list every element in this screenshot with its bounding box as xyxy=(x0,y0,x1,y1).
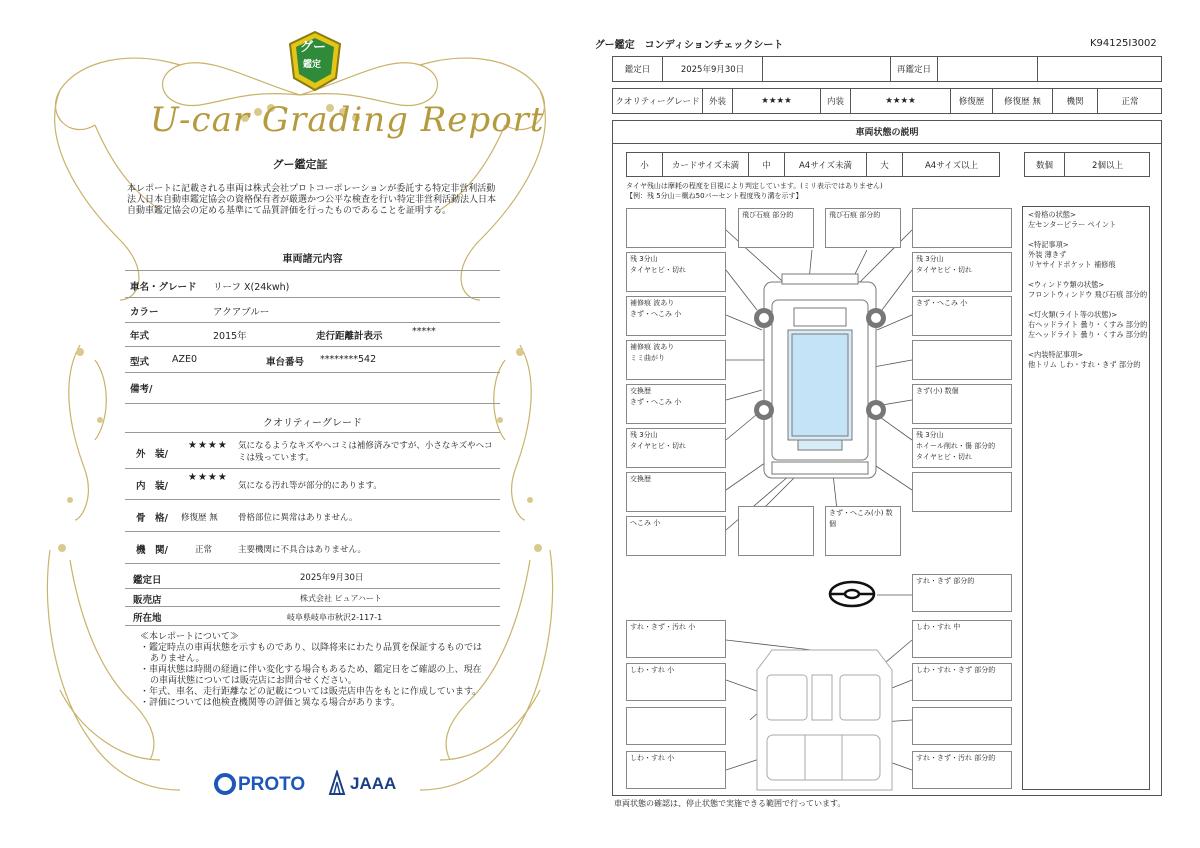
remarks-list xyxy=(1028,210,1158,370)
legend-large-desc: A4サイズ以上 xyxy=(924,160,979,171)
report-subtitle: グー鑑定証 xyxy=(272,158,328,171)
interior-box xyxy=(912,707,1012,745)
repair-history-value: 修復歴 無 xyxy=(993,89,1053,113)
exterior-stars: ★★★★ xyxy=(188,440,228,451)
damage-box-front-right: 飛び石痕 部分的 xyxy=(825,208,901,248)
interior-box-right-1: しわ・すれ 中 xyxy=(912,620,1012,658)
damage-box-right-4: きず(小) 数個 xyxy=(912,384,1012,424)
interior-label: 内 装/ xyxy=(136,481,168,492)
damage-box-right-1: 残 3分山 タイヤヒビ・切れ xyxy=(912,252,1012,292)
remark-line: <特記事項> xyxy=(1028,240,1069,249)
mileage-label: 走行距離計表示 xyxy=(316,331,383,342)
damage-box-rear: きず・へこみ(小) 数個 xyxy=(825,506,901,556)
dealer-label: 販売店 xyxy=(133,595,162,606)
mileage-value: ***** xyxy=(412,326,436,337)
badge-bottom-text: 鑑定 xyxy=(303,60,322,70)
note-item: ・鑑定時点の車両状態を示すものであり、以降将来にわたり品質を保証するものではありません。 xyxy=(140,643,483,664)
engine-status: 正常 xyxy=(195,545,213,555)
date-row xyxy=(612,56,1162,82)
spec-section-title: 車両諸元内容 xyxy=(282,254,343,265)
damage-box-left-3: 補修痕 波あり ミミ曲がり xyxy=(626,340,726,380)
note-item: ・年式、車名、走行距離などの記載については販売店申告をもとに作成しています。 xyxy=(140,687,482,697)
address-value: 岐阜県岐阜市秋沢2-117-1 xyxy=(287,613,383,622)
divider xyxy=(125,403,500,404)
chassis-label: 車台番号 xyxy=(266,357,305,368)
dealer-value: 株式会社 ピュアハート xyxy=(300,594,382,603)
divider xyxy=(125,531,500,532)
divider xyxy=(125,499,500,500)
damage-box-left-7: へこみ 小 xyxy=(626,516,726,556)
remark-line: 外装 薄きず xyxy=(1028,250,1067,259)
tire-note: タイヤ残山は摩耗の程度を目視により判定しています。(ミリ表示ではありません) xyxy=(626,182,883,190)
remark-line xyxy=(1028,230,1158,240)
divider xyxy=(125,372,500,373)
interior-comment: 気になる汚れ等が部分的にあります。 xyxy=(238,481,382,491)
model-value: AZE0 xyxy=(172,354,198,365)
damage-box xyxy=(626,208,726,248)
car-name-value: リーフ X(24kwh) xyxy=(213,282,290,293)
car-name-label: 車名・グレード xyxy=(130,282,197,293)
remark-line: <灯火類(ライト等の状態)> xyxy=(1028,310,1118,319)
remark-line: 左ヘッドライト 曇り・くすみ 部分的 xyxy=(1028,330,1148,339)
damage-box-left-2: 補修痕 波あり きず・へこみ 小 xyxy=(626,296,726,336)
appraisal-date-value: 2025年9月30日 xyxy=(663,57,763,81)
interior-box xyxy=(626,707,726,745)
divider xyxy=(125,588,500,589)
damage-box-right-2: きず・へこみ 小 xyxy=(912,296,1012,336)
divider xyxy=(125,297,500,298)
frame-comment: 骨格部位に異常はありません。 xyxy=(238,513,358,523)
exterior-comment: 気になるようなキズやヘコミは補修済みですが、小さなキズやヘコミは残っています。 xyxy=(238,441,493,463)
remark-line xyxy=(1028,270,1158,280)
divider xyxy=(125,322,500,323)
intro-paragraph: 本レポートに記載される車両は株式会社プロトコーポレーションが委託する特定非営利活動法人日本自動車鑑定協会の資格保有者が厳選かつ公平な検査を行い特定非営利活動法人日本自動車鑑定協会の定める基準にて品質評価を行ったものであることを証明する。 xyxy=(127,184,497,216)
damage-box xyxy=(912,340,1012,380)
jaaa-logo-text: JAAA xyxy=(350,774,397,793)
remark-line: 左センターピラー ペイント xyxy=(1028,220,1117,229)
exterior-label: 外 装/ xyxy=(136,449,168,460)
divider xyxy=(125,625,500,626)
damage-box-left-1: 残 3分山 タイヤヒビ・切れ xyxy=(626,252,726,292)
color-label: カラー xyxy=(130,307,159,318)
frame-status: 修復歴 無 xyxy=(181,513,218,523)
legend-medium-desc: A4サイズ未満 xyxy=(785,153,867,176)
damage-box-left-6: 交換歴 xyxy=(626,472,726,512)
steering-wheel-icon xyxy=(830,582,874,606)
condition-section-title: 車両状態の説明 xyxy=(612,120,1162,144)
interior-box-left-1: すれ・きず・汚れ 小 xyxy=(626,620,726,658)
tire-example-note: 【例：残 5分山＝概ね50パーセント程度残り溝を示す】 xyxy=(626,192,803,200)
document-id: K94125I3002 xyxy=(1090,38,1157,49)
divider xyxy=(125,563,500,564)
remark-line: 右ヘッドライト 曇り・くすみ 部分的 xyxy=(1028,320,1148,329)
size-legend xyxy=(626,152,1000,177)
damage-box-left-5: 残 3分山 タイヤヒビ・切れ xyxy=(626,428,726,468)
remark-line: <内装特記事項> xyxy=(1028,350,1084,359)
damage-box xyxy=(738,506,814,556)
appraisal-date-label: 鑑定日 xyxy=(133,575,162,586)
address-label: 所在地 xyxy=(133,613,162,624)
interior-box-left-2: しわ・すれ 小 xyxy=(626,663,726,701)
badge-top-text: グー xyxy=(300,40,327,55)
frame-label: 骨 格/ xyxy=(136,513,168,524)
interior-stars: ★★★★ xyxy=(851,89,951,113)
appraisal-date-value: 2025年9月30日 xyxy=(300,573,364,583)
damage-box-left-4: 交換歴 きず・へこみ 小 xyxy=(626,384,726,424)
remark-line: フロントウィンドウ 飛び石痕 部分的 xyxy=(1028,290,1148,299)
interior-box-right-4: すれ・きず・汚れ 部分的 xyxy=(912,751,1012,789)
interior-label: 内装 xyxy=(821,89,851,113)
legend-medium: 中 xyxy=(749,153,785,176)
divider xyxy=(125,606,500,607)
report-title: U-car Grading Report xyxy=(150,100,545,140)
footer-note: 車両状態の確認は、停止状態で実施できる範囲で行っています。 xyxy=(614,799,846,808)
grade-row xyxy=(612,88,1162,114)
year-label: 年式 xyxy=(130,331,150,342)
divider xyxy=(125,346,500,347)
engine-label: 機関 xyxy=(1053,89,1098,113)
damage-box-right-5: 残 3分山 ホイール削れ・傷 部分的 タイヤヒビ・切れ xyxy=(912,428,1012,468)
reinspection-date-value xyxy=(938,57,1038,81)
exterior-label: 外装 xyxy=(703,89,733,113)
interior-box-right-2: しわ・すれ・きず 部分的 xyxy=(912,663,1012,701)
chassis-value: ********542 xyxy=(320,354,377,365)
proto-logo-text: PROTO xyxy=(238,774,306,795)
proto-logo-icon xyxy=(214,772,236,796)
engine-value: 正常 xyxy=(1121,97,1139,107)
legend-count: 数個 xyxy=(1025,153,1065,176)
divider xyxy=(125,270,500,271)
interior-box-left-4: しわ・すれ 小 xyxy=(626,751,726,789)
damage-box xyxy=(912,208,1012,248)
interior-plan xyxy=(757,650,892,790)
quality-grade-label: クオリティーグレード xyxy=(613,89,703,113)
interior-box-steering: すれ・きず 部分的 xyxy=(912,574,1012,612)
engine-comment: 主要機関に不具合はありません。 xyxy=(238,545,367,555)
divider xyxy=(125,432,500,433)
color-value: アクアブルー xyxy=(213,307,270,318)
notes-title: ≪本レポートについて≫ xyxy=(140,632,239,642)
remark-line: <骨格の状態> xyxy=(1028,210,1076,219)
repair-history-label: 修復歴 xyxy=(951,89,993,113)
year-value: 2015年 xyxy=(213,331,247,342)
legend-large: 大 xyxy=(867,153,903,176)
reinspection-date-label: 再鑑定日 xyxy=(891,57,938,81)
remark-line: リヤサイドポケット 補修痕 xyxy=(1028,260,1116,269)
interior-stars: ★★★★ xyxy=(188,472,228,483)
sheet-title: グー鑑定 コンディションチェックシート xyxy=(594,40,784,51)
count-legend xyxy=(1024,152,1150,177)
appraisal-date-label: 鑑定日 xyxy=(613,57,663,81)
remark-line: 他トリム しわ・すれ・きず 部分的 xyxy=(1028,360,1141,369)
empty-cell xyxy=(763,57,891,81)
model-label: 型式 xyxy=(130,357,150,368)
jaaa-logo-icon xyxy=(328,770,346,796)
damage-box xyxy=(912,472,1012,512)
legend-small: 小 xyxy=(627,153,663,176)
note-item: ・車両状態は時間の経過に伴い変化する場合もあるため、鑑定日をご確認の上、現在の車両状態については販売店にお問合せください。 xyxy=(140,665,482,686)
remarks-label: 備考/ xyxy=(130,384,153,395)
report-notes xyxy=(140,632,490,709)
exterior-stars: ★★★★ xyxy=(733,89,821,113)
remark-line xyxy=(1028,340,1158,350)
legend-small-desc: カードサイズ未満 xyxy=(663,153,749,176)
remark-line: <ウィンドウ類の状態> xyxy=(1028,280,1105,289)
remark-line xyxy=(1028,300,1158,310)
legend-count-desc: 2個以上 xyxy=(1092,160,1123,171)
quality-section-title: クオリティーグレード xyxy=(263,418,362,429)
note-item: ・評価については他検査機関等の評価と異なる場合があります。 xyxy=(140,698,401,708)
divider xyxy=(125,468,500,469)
damage-box-front-left: 飛び石痕 部分的 xyxy=(738,208,814,248)
engine-label: 機 関/ xyxy=(136,545,168,556)
